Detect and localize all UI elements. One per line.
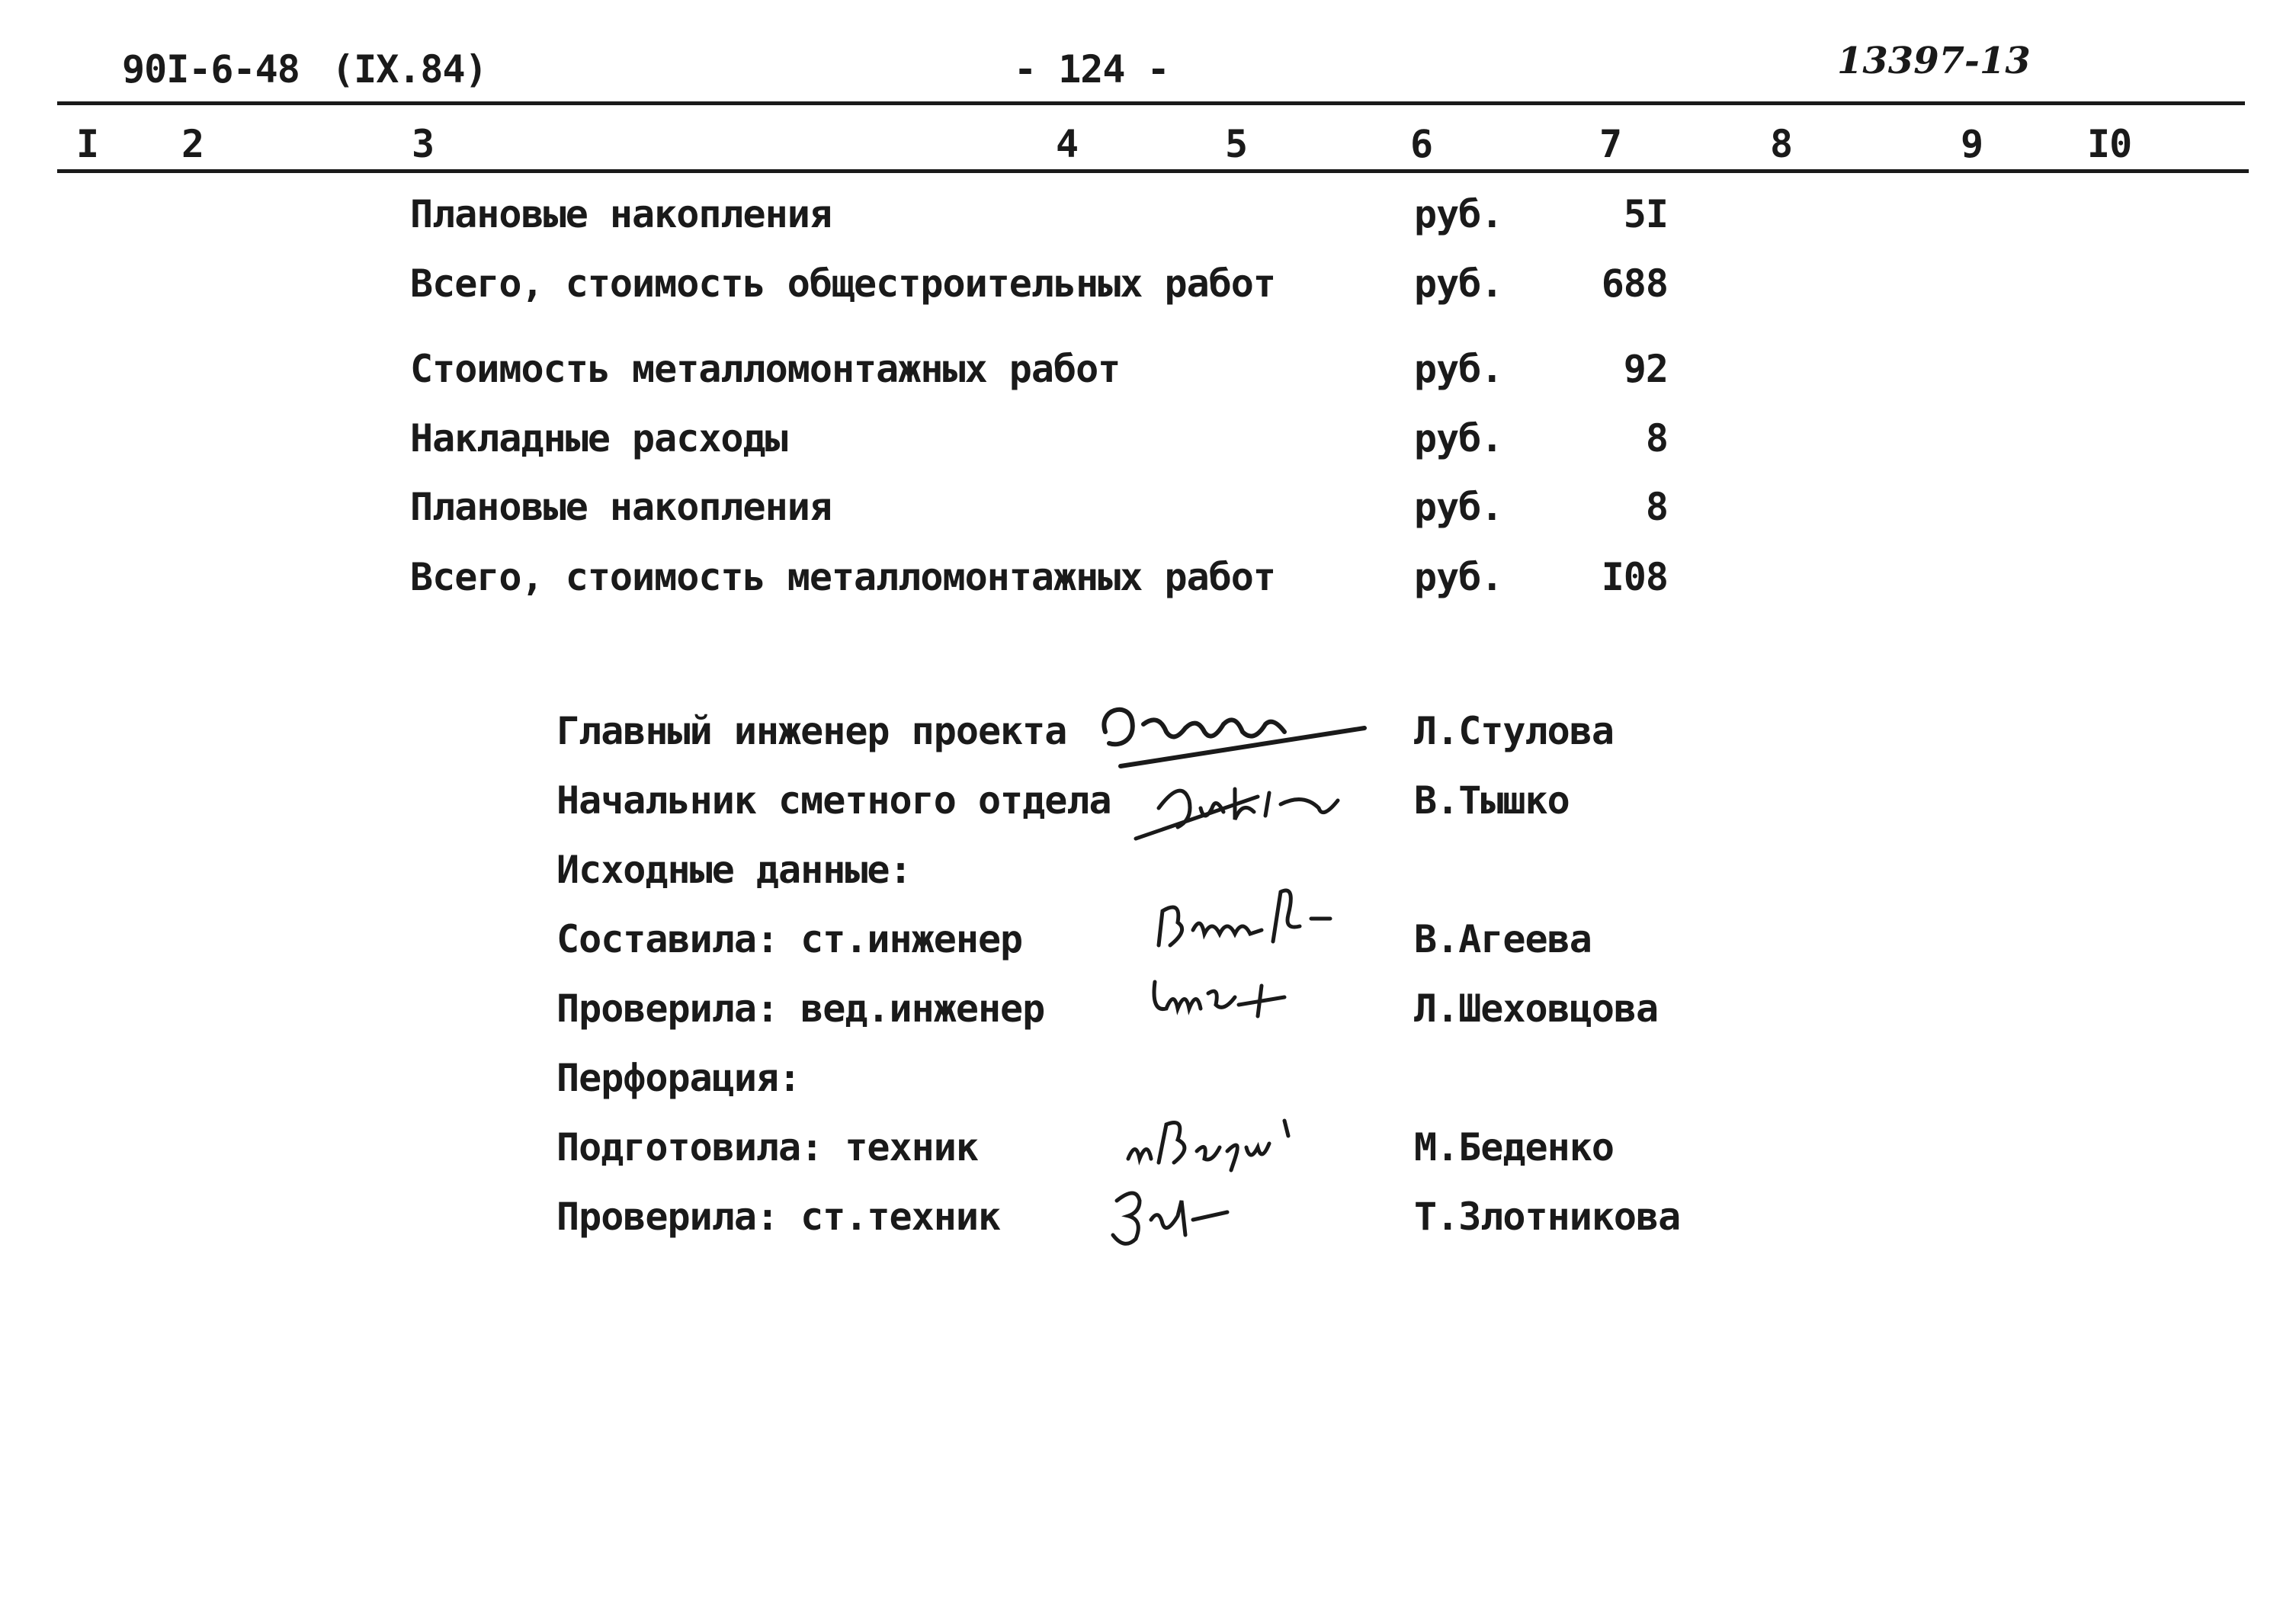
row-name: Плановые накопления <box>410 485 832 529</box>
signer-name: Л.Стулова <box>1414 709 1614 753</box>
signature-shekhovtsova <box>1147 967 1315 1028</box>
row-name: Стоимость металломонтажных работ <box>410 347 1121 391</box>
signature-role: Главный инженер проекта <box>556 709 1067 753</box>
row-unit: руб. <box>1414 347 1503 391</box>
signer-name: М.Беденко <box>1414 1125 1614 1169</box>
column-number-5: 5 <box>1225 122 1248 166</box>
document-code: 90I-6-48 <box>122 47 300 91</box>
signature-tyshko <box>1128 766 1349 846</box>
signature-role: Проверила: ст.техник <box>556 1195 1001 1239</box>
column-number-4: 4 <box>1056 122 1079 166</box>
signer-name: Л.Шеховцова <box>1414 986 1659 1031</box>
page-number: - 124 - <box>1014 47 1169 91</box>
column-number-6: 6 <box>1410 122 1433 166</box>
header-top-rule <box>57 101 2245 105</box>
signature-stulova <box>1090 690 1380 774</box>
row-value: I08 <box>1601 555 1668 599</box>
signature-role: Начальник сметного отдела <box>556 778 1111 823</box>
row-unit: руб. <box>1414 261 1503 306</box>
column-number-7: 7 <box>1599 122 1622 166</box>
signature-section-label: Перфорация: <box>556 1056 801 1100</box>
row-unit: руб. <box>1414 192 1503 236</box>
signer-name: В.Тышко <box>1414 778 1570 823</box>
signature-bedenko <box>1121 1105 1326 1174</box>
row-name: Накладные расходы <box>410 416 787 460</box>
signature-role: Проверила: вед.инженер <box>556 986 1045 1031</box>
column-number-10: I0 <box>2087 122 2132 166</box>
document-date: (IX.84) <box>332 47 487 91</box>
signature-role: Подготовила: техник <box>556 1125 978 1169</box>
column-number-3: 3 <box>412 122 435 166</box>
row-value: 5I <box>1623 192 1668 236</box>
signer-name: В.Агеева <box>1414 917 1592 961</box>
inventory-number: 13397-13 <box>1837 40 2031 82</box>
row-unit: руб. <box>1414 555 1503 599</box>
column-number-1: I <box>76 122 99 166</box>
row-name: Плановые накопления <box>410 192 832 236</box>
row-value: 8 <box>1645 485 1668 529</box>
signer-name: Т.Злотникова <box>1414 1195 1681 1239</box>
signature-zlotnikova <box>1105 1178 1258 1254</box>
column-number-2: 2 <box>181 122 204 166</box>
column-number-8: 8 <box>1770 122 1793 166</box>
row-value: 688 <box>1601 261 1668 306</box>
signature-section-label: Исходные данные: <box>556 848 912 892</box>
row-value: 8 <box>1645 416 1668 460</box>
column-number-9: 9 <box>1961 122 1983 166</box>
header-bottom-rule <box>57 169 2249 173</box>
row-name: Всего, стоимость общестроительных работ <box>410 261 1275 306</box>
row-name: Всего, стоимость металломонтажных работ <box>410 555 1275 599</box>
signature-role: Составила: ст.инженер <box>556 917 1023 961</box>
signature-ageeva <box>1151 884 1342 961</box>
row-value: 92 <box>1623 347 1668 391</box>
row-unit: руб. <box>1414 416 1503 460</box>
row-unit: руб. <box>1414 485 1503 529</box>
